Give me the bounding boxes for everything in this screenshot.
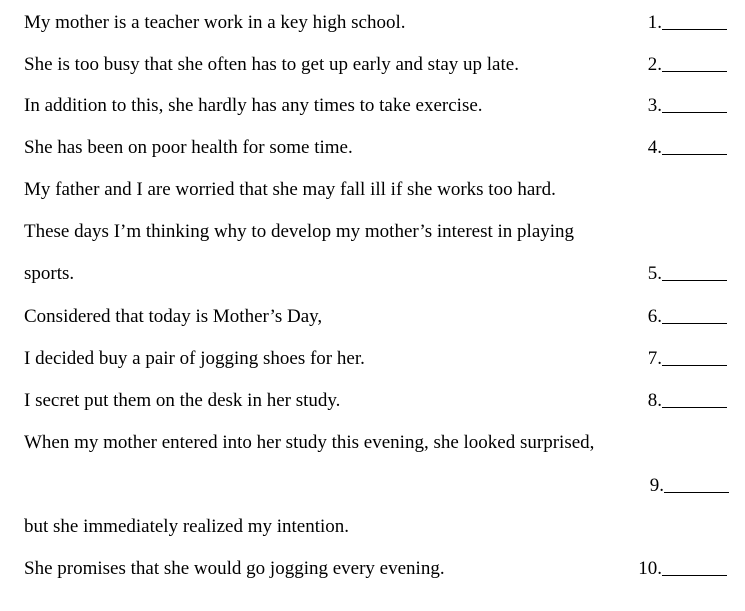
sentence-10: I secret put them on the desk in her study. xyxy=(24,390,341,411)
answer-blank-2[interactable] xyxy=(662,71,727,72)
answer-blank-6[interactable] xyxy=(662,323,727,324)
sentence-3: In addition to this, she hardly has any times to take exercise. xyxy=(24,95,483,116)
answer-blank-8[interactable] xyxy=(662,407,727,408)
line-1 xyxy=(0,8,745,38)
sentence-7: sports. xyxy=(24,263,75,284)
line-6 xyxy=(0,217,745,247)
item-number-7: 7. xyxy=(647,348,662,369)
sentence-1: My mother is a teacher work in a key high school. xyxy=(24,12,406,33)
item-number-8: 8. xyxy=(647,390,662,411)
line-8 xyxy=(0,302,745,332)
line-13 xyxy=(0,512,745,542)
item-number-9: 9. xyxy=(649,475,664,496)
line-12 xyxy=(0,471,745,501)
line-10 xyxy=(0,386,745,416)
sentence-5: My father and I are worried that she may fall ill if she works too hard. xyxy=(24,179,556,200)
line-3 xyxy=(0,91,745,121)
sentence-14: She promises that she would go jogging every evening. xyxy=(24,558,445,579)
sentence-4: She has been on poor health for some time. xyxy=(24,137,353,158)
answer-blank-10[interactable] xyxy=(662,575,727,576)
answer-blank-9[interactable] xyxy=(664,492,729,493)
item-number-6: 6. xyxy=(647,306,662,327)
answer-blank-4[interactable] xyxy=(662,154,727,155)
line-11 xyxy=(0,428,745,458)
line-9 xyxy=(0,344,745,374)
item-number-4: 4. xyxy=(647,137,662,158)
item-number-2: 2. xyxy=(647,54,662,75)
sentence-11: When my mother entered into her study this evening, she looked surprised, xyxy=(24,432,595,453)
answer-blank-3[interactable] xyxy=(662,112,727,113)
answer-blank-7[interactable] xyxy=(662,365,727,366)
sentence-9: I decided buy a pair of jogging shoes for her. xyxy=(24,348,365,369)
sentence-8: Considered that today is Mother’s Day, xyxy=(24,306,323,327)
item-number-5: 5. xyxy=(647,263,662,284)
answer-blank-1[interactable] xyxy=(662,29,727,30)
line-2 xyxy=(0,50,745,80)
item-number-1: 1. xyxy=(647,12,662,33)
line-14 xyxy=(0,554,745,584)
sentence-6: These days I’m thinking why to develop my mother’s interest in playing xyxy=(24,221,575,242)
sentence-13: but she immediately realized my intention. xyxy=(24,516,350,537)
sentence-2: She is too busy that she often has to get up early and stay up late. xyxy=(24,54,519,75)
answer-blank-5[interactable] xyxy=(662,280,727,281)
line-7 xyxy=(0,259,745,289)
line-5 xyxy=(0,175,745,205)
line-4 xyxy=(0,133,745,163)
item-number-10: 10. xyxy=(638,558,662,579)
item-number-3: 3. xyxy=(647,95,662,116)
